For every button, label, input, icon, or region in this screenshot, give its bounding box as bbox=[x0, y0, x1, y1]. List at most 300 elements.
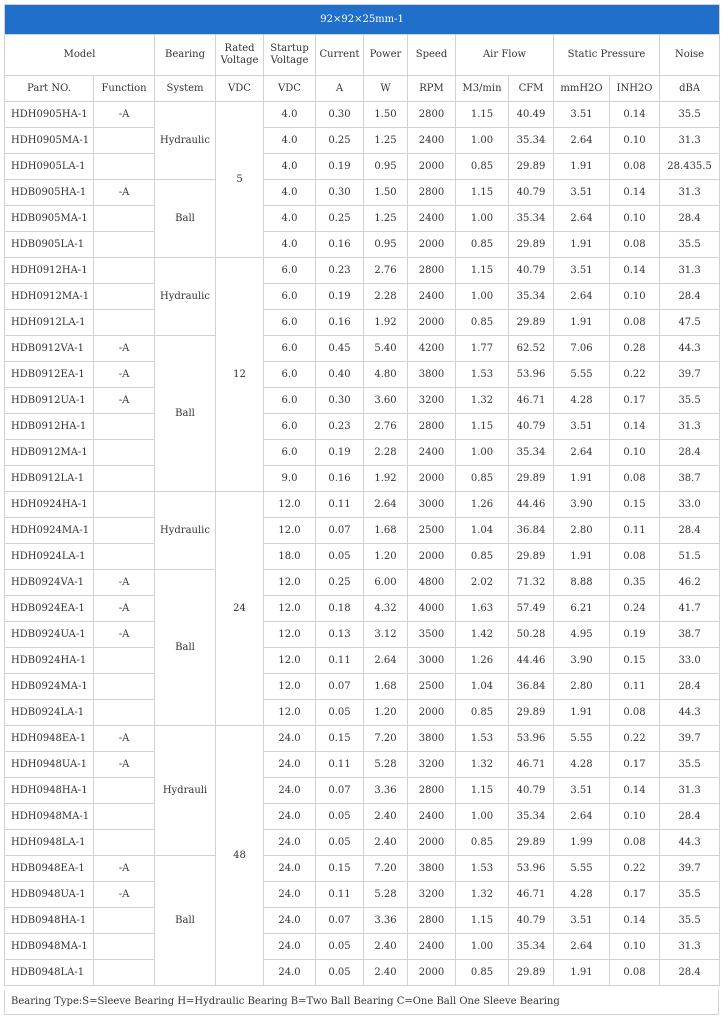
current-cell: 0.11 bbox=[316, 882, 364, 908]
startup-voltage-cell: 12.0 bbox=[264, 570, 316, 596]
rpm-cell: 4800 bbox=[408, 570, 456, 596]
table-row bbox=[5, 726, 720, 752]
rpm-cell: 2000 bbox=[408, 466, 456, 492]
pressure-mmh2o-cell: 2.64 bbox=[554, 206, 610, 232]
subheader-m3min: M3/min bbox=[456, 76, 509, 102]
table-body bbox=[5, 102, 720, 986]
noise-dba-cell: 51.5 bbox=[660, 544, 720, 570]
power-cell: 2.76 bbox=[364, 414, 408, 440]
power-cell: 0.95 bbox=[364, 154, 408, 180]
startup-voltage-cell: 12.0 bbox=[264, 622, 316, 648]
startup-voltage-cell: 24.0 bbox=[264, 934, 316, 960]
table-row bbox=[5, 544, 720, 570]
airflow-cfm-cell: 40.79 bbox=[509, 180, 554, 206]
airflow-cfm-cell: 29.89 bbox=[509, 700, 554, 726]
current-cell: 0.18 bbox=[316, 596, 364, 622]
airflow-cfm-cell: 35.34 bbox=[509, 128, 554, 154]
pressure-mmh2o-cell: 2.64 bbox=[554, 128, 610, 154]
current-cell: 0.25 bbox=[316, 570, 364, 596]
airflow-cfm-cell: 62.52 bbox=[509, 336, 554, 362]
function-cell: -A bbox=[94, 596, 155, 622]
power-cell: 1.25 bbox=[364, 128, 408, 154]
startup-voltage-cell: 12.0 bbox=[264, 648, 316, 674]
bearing-system-cell: Ball bbox=[155, 180, 216, 258]
subheader-vdc-rated: VDC bbox=[216, 76, 264, 102]
startup-voltage-cell: 6.0 bbox=[264, 388, 316, 414]
startup-voltage-cell: 4.0 bbox=[264, 102, 316, 128]
noise-dba-cell: 35.5 bbox=[660, 388, 720, 414]
pressure-inh2o-cell: 0.14 bbox=[610, 258, 660, 284]
rpm-cell: 2800 bbox=[408, 180, 456, 206]
airflow-m3min-cell: 1.15 bbox=[456, 908, 509, 934]
table-row bbox=[5, 362, 720, 388]
subheader-rpm: RPM bbox=[408, 76, 456, 102]
airflow-m3min-cell: 0.85 bbox=[456, 154, 509, 180]
airflow-m3min-cell: 1.00 bbox=[456, 206, 509, 232]
airflow-m3min-cell: 1.32 bbox=[456, 388, 509, 414]
pressure-inh2o-cell: 0.14 bbox=[610, 180, 660, 206]
airflow-cfm-cell: 29.89 bbox=[509, 960, 554, 986]
function-cell bbox=[94, 440, 155, 466]
bearing-system-cell: Hydraulic bbox=[155, 102, 216, 180]
airflow-cfm-cell: 40.79 bbox=[509, 414, 554, 440]
power-cell: 1.20 bbox=[364, 544, 408, 570]
rpm-cell: 2400 bbox=[408, 128, 456, 154]
table-title: 92×92×25mm-1 bbox=[5, 5, 720, 35]
pressure-inh2o-cell: 0.11 bbox=[610, 674, 660, 700]
pressure-inh2o-cell: 0.15 bbox=[610, 648, 660, 674]
part-no-cell: HDH0905MA-1 bbox=[5, 128, 94, 154]
rpm-cell: 3800 bbox=[408, 856, 456, 882]
table-row bbox=[5, 206, 720, 232]
noise-dba-cell: 44.3 bbox=[660, 700, 720, 726]
airflow-cfm-cell: 44.46 bbox=[509, 492, 554, 518]
startup-voltage-cell: 24.0 bbox=[264, 882, 316, 908]
subheader-amp: A bbox=[316, 76, 364, 102]
pressure-inh2o-cell: 0.10 bbox=[610, 934, 660, 960]
noise-dba-cell: 33.0 bbox=[660, 492, 720, 518]
power-cell: 1.92 bbox=[364, 310, 408, 336]
part-no-cell: HDH0912HA-1 bbox=[5, 258, 94, 284]
current-cell: 0.07 bbox=[316, 778, 364, 804]
function-cell: -A bbox=[94, 180, 155, 206]
function-cell bbox=[94, 154, 155, 180]
header-current: Current bbox=[316, 35, 364, 76]
function-cell bbox=[94, 830, 155, 856]
part-no-cell: HDH0924HA-1 bbox=[5, 492, 94, 518]
rpm-cell: 2800 bbox=[408, 258, 456, 284]
startup-voltage-cell: 6.0 bbox=[264, 258, 316, 284]
pressure-inh2o-cell: 0.28 bbox=[610, 336, 660, 362]
noise-dba-cell: 47.5 bbox=[660, 310, 720, 336]
airflow-m3min-cell: 1.15 bbox=[456, 180, 509, 206]
pressure-inh2o-cell: 0.14 bbox=[610, 102, 660, 128]
power-cell: 1.50 bbox=[364, 180, 408, 206]
noise-dba-cell: 35.5 bbox=[660, 882, 720, 908]
function-cell bbox=[94, 206, 155, 232]
part-no-cell: HDB0924EA-1 bbox=[5, 596, 94, 622]
current-cell: 0.13 bbox=[316, 622, 364, 648]
part-no-cell: HDH0912MA-1 bbox=[5, 284, 94, 310]
startup-voltage-cell: 24.0 bbox=[264, 752, 316, 778]
noise-dba-cell: 28.4 bbox=[660, 804, 720, 830]
airflow-cfm-cell: 29.89 bbox=[509, 232, 554, 258]
pressure-mmh2o-cell: 3.51 bbox=[554, 102, 610, 128]
airflow-cfm-cell: 46.71 bbox=[509, 752, 554, 778]
noise-dba-cell: 28.4 bbox=[660, 960, 720, 986]
rpm-cell: 2000 bbox=[408, 700, 456, 726]
function-cell: -A bbox=[94, 856, 155, 882]
airflow-cfm-cell: 29.89 bbox=[509, 154, 554, 180]
noise-dba-cell: 31.3 bbox=[660, 934, 720, 960]
function-cell: -A bbox=[94, 570, 155, 596]
pressure-inh2o-cell: 0.10 bbox=[610, 206, 660, 232]
subheader-inh2o: INH2O bbox=[610, 76, 660, 102]
power-cell: 2.28 bbox=[364, 284, 408, 310]
airflow-m3min-cell: 0.85 bbox=[456, 960, 509, 986]
function-cell bbox=[94, 518, 155, 544]
part-no-cell: HDB0924MA-1 bbox=[5, 674, 94, 700]
power-cell: 1.68 bbox=[364, 674, 408, 700]
subheader-watt: W bbox=[364, 76, 408, 102]
current-cell: 0.05 bbox=[316, 934, 364, 960]
pressure-inh2o-cell: 0.15 bbox=[610, 492, 660, 518]
rpm-cell: 2400 bbox=[408, 284, 456, 310]
rpm-cell: 2000 bbox=[408, 154, 456, 180]
table-row bbox=[5, 622, 720, 648]
part-no-cell: HDB0912UA-1 bbox=[5, 388, 94, 414]
power-cell: 3.36 bbox=[364, 908, 408, 934]
current-cell: 0.30 bbox=[316, 102, 364, 128]
rpm-cell: 2000 bbox=[408, 232, 456, 258]
table-row bbox=[5, 570, 720, 596]
table-row bbox=[5, 674, 720, 700]
pressure-mmh2o-cell: 1.91 bbox=[554, 232, 610, 258]
startup-voltage-cell: 4.0 bbox=[264, 154, 316, 180]
airflow-cfm-cell: 40.49 bbox=[509, 102, 554, 128]
current-cell: 0.40 bbox=[316, 362, 364, 388]
part-no-cell: HDB0948EA-1 bbox=[5, 856, 94, 882]
function-cell bbox=[94, 232, 155, 258]
startup-voltage-cell: 6.0 bbox=[264, 284, 316, 310]
pressure-inh2o-cell: 0.08 bbox=[610, 960, 660, 986]
part-no-cell: HDH0912LA-1 bbox=[5, 310, 94, 336]
airflow-cfm-cell: 40.79 bbox=[509, 258, 554, 284]
header-noise: Noise bbox=[660, 35, 720, 76]
part-no-cell: HDB0905LA-1 bbox=[5, 232, 94, 258]
airflow-m3min-cell: 1.15 bbox=[456, 102, 509, 128]
pressure-inh2o-cell: 0.11 bbox=[610, 518, 660, 544]
function-cell bbox=[94, 674, 155, 700]
airflow-m3min-cell: 0.85 bbox=[456, 310, 509, 336]
bearing-system-cell: Ball bbox=[155, 570, 216, 726]
table-row bbox=[5, 908, 720, 934]
noise-dba-cell: 46.2 bbox=[660, 570, 720, 596]
rpm-cell: 2400 bbox=[408, 440, 456, 466]
airflow-m3min-cell: 1.04 bbox=[456, 674, 509, 700]
function-cell bbox=[94, 960, 155, 986]
part-no-cell: HDB0912MA-1 bbox=[5, 440, 94, 466]
current-cell: 0.05 bbox=[316, 960, 364, 986]
subheader-system: System bbox=[155, 76, 216, 102]
airflow-cfm-cell: 29.89 bbox=[509, 544, 554, 570]
airflow-cfm-cell: 36.84 bbox=[509, 674, 554, 700]
power-cell: 1.50 bbox=[364, 102, 408, 128]
pressure-mmh2o-cell: 5.55 bbox=[554, 726, 610, 752]
noise-dba-cell: 39.7 bbox=[660, 362, 720, 388]
pressure-mmh2o-cell: 2.64 bbox=[554, 284, 610, 310]
part-no-cell: HDB0924VA-1 bbox=[5, 570, 94, 596]
part-no-cell: HDH0905HA-1 bbox=[5, 102, 94, 128]
pressure-inh2o-cell: 0.08 bbox=[610, 466, 660, 492]
table-row bbox=[5, 128, 720, 154]
function-cell: -A bbox=[94, 102, 155, 128]
function-cell bbox=[94, 804, 155, 830]
startup-voltage-cell: 24.0 bbox=[264, 726, 316, 752]
current-cell: 0.30 bbox=[316, 180, 364, 206]
rpm-cell: 3800 bbox=[408, 726, 456, 752]
noise-dba-cell: 35.5 bbox=[660, 908, 720, 934]
function-cell bbox=[94, 310, 155, 336]
rpm-cell: 3200 bbox=[408, 388, 456, 414]
bearing-system-cell: Hydrauli bbox=[155, 726, 216, 856]
header-bearing: Bearing bbox=[155, 35, 216, 76]
rpm-cell: 3200 bbox=[408, 752, 456, 778]
rpm-cell: 2800 bbox=[408, 414, 456, 440]
power-cell: 0.95 bbox=[364, 232, 408, 258]
pressure-inh2o-cell: 0.35 bbox=[610, 570, 660, 596]
power-cell: 2.64 bbox=[364, 492, 408, 518]
power-cell: 5.40 bbox=[364, 336, 408, 362]
function-cell: -A bbox=[94, 622, 155, 648]
table-row bbox=[5, 180, 720, 206]
function-cell bbox=[94, 492, 155, 518]
current-cell: 0.05 bbox=[316, 804, 364, 830]
noise-dba-cell: 28.4 bbox=[660, 440, 720, 466]
startup-voltage-cell: 6.0 bbox=[264, 414, 316, 440]
noise-dba-cell: 28.4 bbox=[660, 206, 720, 232]
startup-voltage-cell: 24.0 bbox=[264, 960, 316, 986]
pressure-inh2o-cell: 0.10 bbox=[610, 804, 660, 830]
pressure-inh2o-cell: 0.08 bbox=[610, 310, 660, 336]
table-row bbox=[5, 388, 720, 414]
airflow-m3min-cell: 1.00 bbox=[456, 934, 509, 960]
airflow-m3min-cell: 1.15 bbox=[456, 258, 509, 284]
function-cell bbox=[94, 284, 155, 310]
function-cell: -A bbox=[94, 752, 155, 778]
current-cell: 0.23 bbox=[316, 414, 364, 440]
pressure-mmh2o-cell: 1.91 bbox=[554, 154, 610, 180]
part-no-cell: HDB0948UA-1 bbox=[5, 882, 94, 908]
part-no-cell: HDB0905MA-1 bbox=[5, 206, 94, 232]
current-cell: 0.05 bbox=[316, 830, 364, 856]
table-row bbox=[5, 830, 720, 856]
pressure-inh2o-cell: 0.08 bbox=[610, 700, 660, 726]
pressure-inh2o-cell: 0.17 bbox=[610, 882, 660, 908]
noise-dba-cell: 28.435.5 bbox=[660, 154, 720, 180]
airflow-cfm-cell: 35.34 bbox=[509, 284, 554, 310]
pressure-mmh2o-cell: 1.91 bbox=[554, 310, 610, 336]
function-cell: -A bbox=[94, 388, 155, 414]
noise-dba-cell: 38.7 bbox=[660, 622, 720, 648]
header-rated-voltage: Rated Voltage bbox=[216, 35, 264, 76]
function-cell bbox=[94, 778, 155, 804]
power-cell: 3.12 bbox=[364, 622, 408, 648]
startup-voltage-cell: 24.0 bbox=[264, 778, 316, 804]
pressure-mmh2o-cell: 3.51 bbox=[554, 258, 610, 284]
airflow-m3min-cell: 1.63 bbox=[456, 596, 509, 622]
rpm-cell: 2800 bbox=[408, 908, 456, 934]
bearing-system-cell: Ball bbox=[155, 336, 216, 492]
airflow-cfm-cell: 50.28 bbox=[509, 622, 554, 648]
function-cell: -A bbox=[94, 882, 155, 908]
airflow-m3min-cell: 1.26 bbox=[456, 648, 509, 674]
startup-voltage-cell: 4.0 bbox=[264, 206, 316, 232]
current-cell: 0.16 bbox=[316, 310, 364, 336]
noise-dba-cell: 39.7 bbox=[660, 856, 720, 882]
startup-voltage-cell: 18.0 bbox=[264, 544, 316, 570]
current-cell: 0.05 bbox=[316, 700, 364, 726]
pressure-mmh2o-cell: 3.51 bbox=[554, 778, 610, 804]
pressure-mmh2o-cell: 2.64 bbox=[554, 804, 610, 830]
noise-dba-cell: 41.7 bbox=[660, 596, 720, 622]
startup-voltage-cell: 6.0 bbox=[264, 362, 316, 388]
pressure-inh2o-cell: 0.17 bbox=[610, 388, 660, 414]
startup-voltage-cell: 12.0 bbox=[264, 492, 316, 518]
pressure-mmh2o-cell: 8.88 bbox=[554, 570, 610, 596]
table-row bbox=[5, 284, 720, 310]
airflow-m3min-cell: 2.02 bbox=[456, 570, 509, 596]
header-power: Power bbox=[364, 35, 408, 76]
startup-voltage-cell: 12.0 bbox=[264, 700, 316, 726]
startup-voltage-cell: 12.0 bbox=[264, 518, 316, 544]
airflow-cfm-cell: 40.79 bbox=[509, 778, 554, 804]
power-cell: 3.36 bbox=[364, 778, 408, 804]
startup-voltage-cell: 4.0 bbox=[264, 232, 316, 258]
airflow-cfm-cell: 53.96 bbox=[509, 362, 554, 388]
rpm-cell: 3000 bbox=[408, 648, 456, 674]
power-cell: 5.28 bbox=[364, 882, 408, 908]
subheader-vdc-startup: VDC bbox=[264, 76, 316, 102]
pressure-mmh2o-cell: 5.55 bbox=[554, 362, 610, 388]
airflow-cfm-cell: 29.89 bbox=[509, 310, 554, 336]
table-row bbox=[5, 752, 720, 778]
pressure-inh2o-cell: 0.17 bbox=[610, 752, 660, 778]
noise-dba-cell: 44.3 bbox=[660, 830, 720, 856]
airflow-cfm-cell: 29.89 bbox=[509, 830, 554, 856]
pressure-inh2o-cell: 0.14 bbox=[610, 414, 660, 440]
pressure-mmh2o-cell: 1.91 bbox=[554, 960, 610, 986]
airflow-cfm-cell: 46.71 bbox=[509, 882, 554, 908]
part-no-cell: HDH0924MA-1 bbox=[5, 518, 94, 544]
noise-dba-cell: 44.3 bbox=[660, 336, 720, 362]
power-cell: 2.76 bbox=[364, 258, 408, 284]
noise-dba-cell: 31.3 bbox=[660, 180, 720, 206]
airflow-m3min-cell: 1.32 bbox=[456, 882, 509, 908]
current-cell: 0.16 bbox=[316, 232, 364, 258]
part-no-cell: HDB0912VA-1 bbox=[5, 336, 94, 362]
power-cell: 6.00 bbox=[364, 570, 408, 596]
part-no-cell: HDB0924HA-1 bbox=[5, 648, 94, 674]
table-row bbox=[5, 336, 720, 362]
rpm-cell: 2000 bbox=[408, 544, 456, 570]
startup-voltage-cell: 12.0 bbox=[264, 674, 316, 700]
table-row bbox=[5, 232, 720, 258]
subheader-dba: dBA bbox=[660, 76, 720, 102]
fan-spec-table bbox=[4, 4, 720, 986]
table-row bbox=[5, 934, 720, 960]
pressure-inh2o-cell: 0.22 bbox=[610, 362, 660, 388]
pressure-mmh2o-cell: 3.90 bbox=[554, 648, 610, 674]
function-cell bbox=[94, 466, 155, 492]
subheader-function: Function bbox=[94, 76, 155, 102]
noise-dba-cell: 31.3 bbox=[660, 778, 720, 804]
airflow-m3min-cell: 1.53 bbox=[456, 856, 509, 882]
airflow-cfm-cell: 40.79 bbox=[509, 908, 554, 934]
subheader-mmh2o: mmH2O bbox=[554, 76, 610, 102]
airflow-m3min-cell: 1.00 bbox=[456, 440, 509, 466]
spec-sheet bbox=[4, 4, 719, 986]
noise-dba-cell: 38.7 bbox=[660, 466, 720, 492]
power-cell: 4.32 bbox=[364, 596, 408, 622]
airflow-cfm-cell: 44.46 bbox=[509, 648, 554, 674]
startup-voltage-cell: 4.0 bbox=[264, 128, 316, 154]
pressure-mmh2o-cell: 6.21 bbox=[554, 596, 610, 622]
airflow-m3min-cell: 0.85 bbox=[456, 466, 509, 492]
noise-dba-cell: 35.5 bbox=[660, 232, 720, 258]
pressure-mmh2o-cell: 7.06 bbox=[554, 336, 610, 362]
startup-voltage-cell: 24.0 bbox=[264, 804, 316, 830]
power-cell: 4.80 bbox=[364, 362, 408, 388]
pressure-inh2o-cell: 0.22 bbox=[610, 726, 660, 752]
current-cell: 0.45 bbox=[316, 336, 364, 362]
power-cell: 1.92 bbox=[364, 466, 408, 492]
function-cell bbox=[94, 128, 155, 154]
airflow-cfm-cell: 35.34 bbox=[509, 206, 554, 232]
pressure-inh2o-cell: 0.24 bbox=[610, 596, 660, 622]
rpm-cell: 4000 bbox=[408, 596, 456, 622]
airflow-m3min-cell: 1.32 bbox=[456, 752, 509, 778]
airflow-m3min-cell: 0.85 bbox=[456, 232, 509, 258]
pressure-inh2o-cell: 0.10 bbox=[610, 440, 660, 466]
pressure-mmh2o-cell: 3.51 bbox=[554, 180, 610, 206]
pressure-mmh2o-cell: 4.28 bbox=[554, 752, 610, 778]
function-cell: -A bbox=[94, 336, 155, 362]
pressure-mmh2o-cell: 2.64 bbox=[554, 440, 610, 466]
header-model: Model bbox=[5, 35, 155, 76]
airflow-cfm-cell: 53.96 bbox=[509, 726, 554, 752]
airflow-cfm-cell: 35.34 bbox=[509, 440, 554, 466]
pressure-inh2o-cell: 0.10 bbox=[610, 284, 660, 310]
airflow-m3min-cell: 1.00 bbox=[456, 284, 509, 310]
current-cell: 0.05 bbox=[316, 544, 364, 570]
current-cell: 0.30 bbox=[316, 388, 364, 414]
airflow-cfm-cell: 53.96 bbox=[509, 856, 554, 882]
airflow-m3min-cell: 1.53 bbox=[456, 726, 509, 752]
rpm-cell: 2800 bbox=[408, 778, 456, 804]
pressure-mmh2o-cell: 2.80 bbox=[554, 674, 610, 700]
table-row bbox=[5, 700, 720, 726]
startup-voltage-cell: 6.0 bbox=[264, 336, 316, 362]
startup-voltage-cell: 12.0 bbox=[264, 596, 316, 622]
noise-dba-cell: 31.3 bbox=[660, 258, 720, 284]
startup-voltage-cell: 24.0 bbox=[264, 856, 316, 882]
airflow-cfm-cell: 71.32 bbox=[509, 570, 554, 596]
power-cell: 2.40 bbox=[364, 804, 408, 830]
noise-dba-cell: 33.0 bbox=[660, 648, 720, 674]
airflow-m3min-cell: 1.53 bbox=[456, 362, 509, 388]
power-cell: 1.25 bbox=[364, 206, 408, 232]
